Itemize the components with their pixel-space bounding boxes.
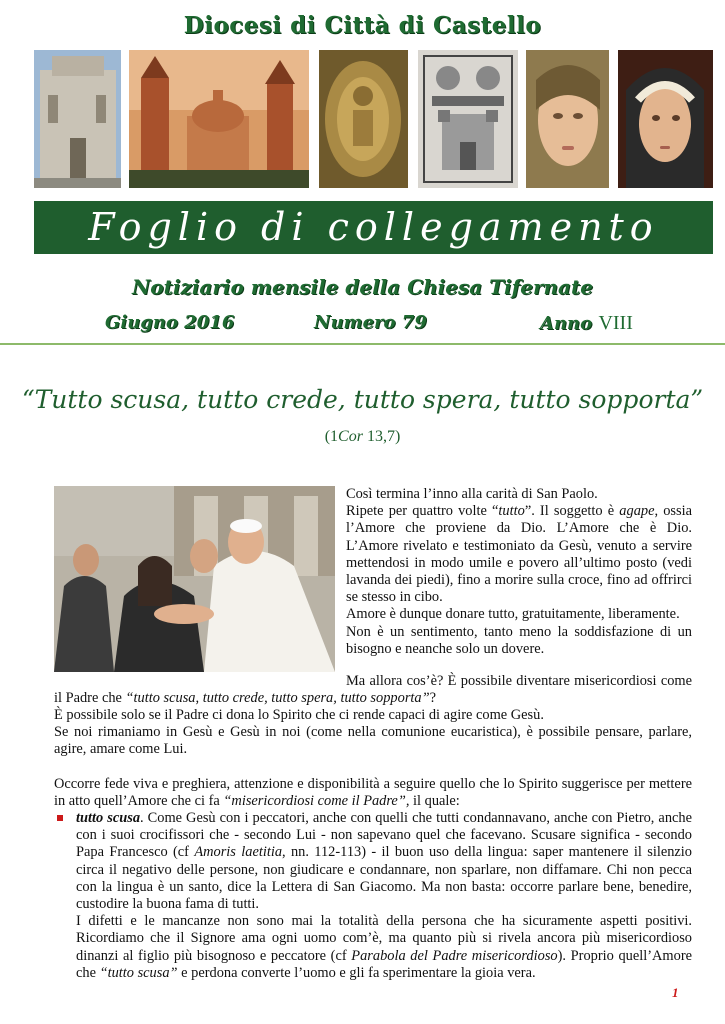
paragraph: Così termina l’inno alla carità di San Paolo. bbox=[346, 486, 598, 502]
page-number: 1 bbox=[672, 985, 679, 1000]
paragraph: Ma allora cos’è? È possibile diventare misericordiosi come il Padre che “tutto scusa, tutto crede, tutto spera, tutto sopporta”? bbox=[54, 673, 692, 707]
paragraph: Non è un sentimento, tanto meno la soddisfazione di un bisogno e neanche solo un dovere. bbox=[346, 623, 692, 657]
bullet-square-icon bbox=[57, 815, 63, 821]
photo-towers bbox=[129, 50, 309, 188]
article-body bbox=[54, 673, 693, 982]
masthead-title: Diocesi di Città di Castello bbox=[183, 12, 542, 39]
paragraph: Amore è dunque donare tutto, gratuitamente, liberamente. bbox=[346, 606, 680, 623]
paragraph: I difetti e le mancanze non sono mai la totalità della persona che ha sicuramente aspetti positivi. Ricordiamo che il Signore ama ogni uomo com’è, ma quanto più si rivela ancora più misericordioso dinanzi al figlio più bisognoso e peccatore (cf Parabola del Padre misericordioso). Proprio quell’Amore che “tutto scusa” e perdona converte l’uomo e gli fa sperimentare la gioia vera. bbox=[76, 913, 692, 981]
photo-saint bbox=[618, 50, 713, 188]
photo-madonna bbox=[526, 50, 609, 188]
issue-date: Giugno 2016 bbox=[105, 312, 235, 333]
issue-year-label: Anno bbox=[540, 313, 593, 334]
issue-year bbox=[540, 312, 633, 335]
photo-cathedral bbox=[34, 50, 121, 188]
issue-year-value: VIII bbox=[598, 312, 633, 334]
article-title: “Tutto scusa, tutto crede, tutto spera, tutto sopporta” bbox=[21, 385, 704, 414]
scripture-reference: (1Cor 13,7) bbox=[324, 428, 401, 445]
paragraph: Se noi rimaniamo in Gesù e Gesù in noi (come nella comunione eucaristica), è possibile pensare, parlare, agire, amare come Lui. bbox=[54, 724, 692, 758]
banner-title: Foglio di collegamento bbox=[34, 201, 713, 254]
photo-pope-embrace bbox=[54, 486, 335, 672]
paragraph: È possibile solo se il Padre ci dona lo Spirito che ci rende capaci di agire come Gesù. bbox=[54, 707, 544, 723]
header-divider bbox=[0, 343, 725, 345]
newsletter-subtitle: Notiziario mensile della Chiesa Tifernate bbox=[132, 275, 593, 299]
paragraph: Ripete per quattro volte “tutto”. Il soggetto è agape, ossia l’Amore che proviene da Dio. L’Amore che è Dio. L’Amore rivelato e testimoniato da Gesù, venuto a servire mettendosi in modo umile e povero all’ultimo posto (vedi lavanda dei piedi), fino a morire sulla croce, fino ad offrirci se stesso in cibo. bbox=[346, 503, 692, 606]
article-column-right bbox=[346, 486, 692, 675]
issue-number: Numero 79 bbox=[314, 312, 427, 333]
photo-golden-relief bbox=[319, 50, 408, 188]
paragraph: Occorre fede viva e preghiera, attenzione e disponibilità a seguire quello che lo Spirito suggerisce per mettere in atto quell’Amore che ci fa “misericordiosi come il Padre”, il quale: bbox=[54, 775, 692, 809]
bullet-item bbox=[54, 810, 692, 982]
photo-seal bbox=[418, 50, 518, 188]
paragraph: tutto scusa. Come Gesù con i peccatori, anche con quelli che tutti condannavano, anche con Pietro, anche con i suoi crocifissori che - secondo Lui - non sapevano quel che facevano. Scusare significa - secondo Papa Francesco (cf Amoris laetitia, nn. 112-113) - il buon uso della lingua: saper mantenere il silenzio circa il negativo delle persone, non giudicare e condannare, non sparlare, non diffamare. Chi non pecca con la lingua è un santo, dice la Lettera di San Giacomo. Ma non basta: occorre parlare bene, benedire, custodire la buona fama di tutti. bbox=[76, 810, 693, 913]
